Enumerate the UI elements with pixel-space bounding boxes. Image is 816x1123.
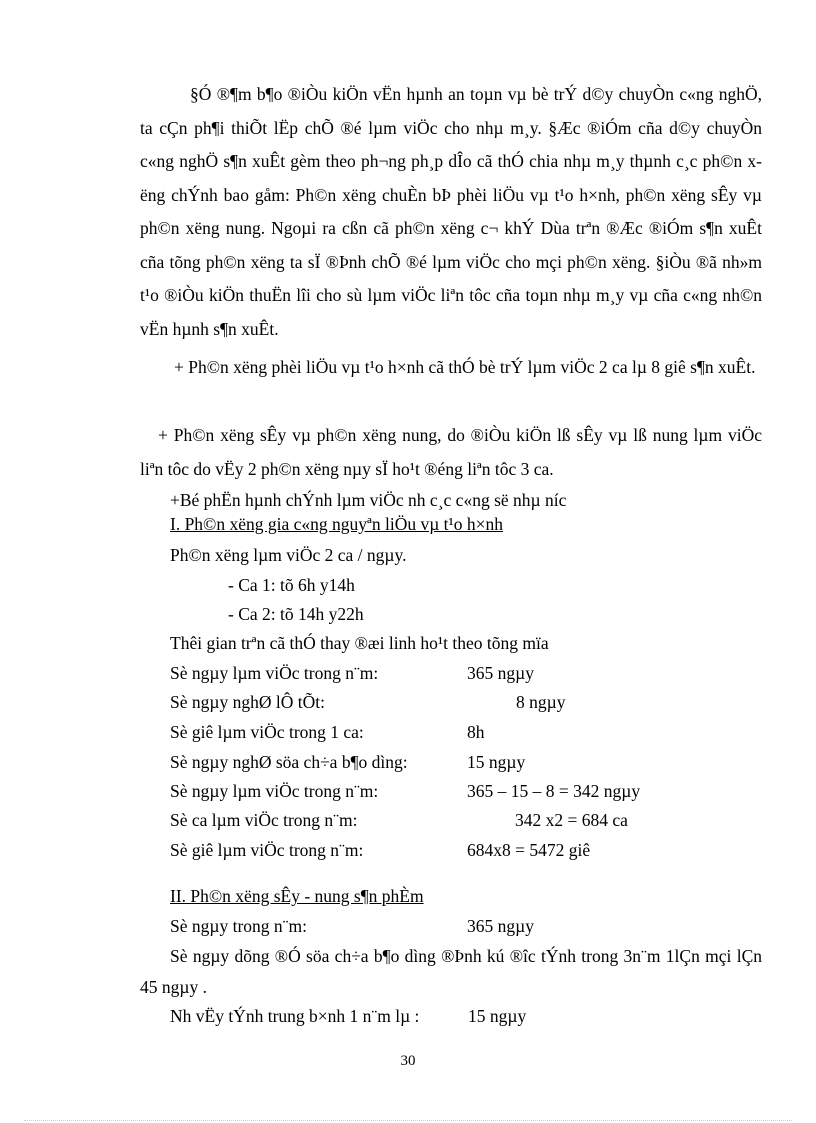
stat-row — [170, 840, 690, 870]
stat-label: Sè ngµy lµm viÖc trong n¨m: — [170, 663, 379, 683]
intro-paragraph-2: + Ph©n xëng phèi liÖu vµ t¹o h×nh cã thÓ bè trÝ lµm viÖc 2 ca lµ 8 giê s¶n xuÊt. — [174, 357, 756, 377]
stat-label: Sè ngµy nghØ söa ch÷a b¶o dìng: — [170, 752, 408, 772]
stat-value: 365 – 15 – 8 = 342 ngµy — [467, 781, 641, 801]
intro-paragraph-1: §Ó ®¶m b¶o ®iÒu kiÖn vËn hµnh an toµn vµ bè trÝ d©y chuyÒn c«ng nghÖ, ta cÇn ph¶i thiÕt lËp chÕ ®é lµm viÖc cho nhµ m¸y. §Æc ®iÓm cña d©y chuyÒn c«ng nghÖ s¶n xuÊt gèm theo ph¬ng ph¸p dÎo cã thÓ chia nhµ m¸y thµnh c¸c ph©n xëng chÝnh bao gåm: Ph©n xëng chuÈn bÞ phèi liÖu vµ t¹o h×nh, ph©n xëng sÊy vµ ph©n xëng nung. Ngoµi ra cßn cã ph©n xëng c¬ khÝ Dùa trªn ®Æc ®iÓm s¶n xuÊt cña tõng ph©n xëng ta sÏ ®Þnh chÕ ®é lµm viÖc cho mçi ph©n xëng. §iÒu ®ã nh»m t¹o ®iÒu kiÖn thuËn lîi cho sù lµm viÖc liªn tôc cña toµn nhµ m¸y vµ cña c«ng nh©n vËn hµnh s¶n xuÊt. — [140, 84, 762, 339]
stat-value: 8h — [467, 722, 485, 742]
stat-row — [170, 781, 690, 811]
stat-value: 365 ngµy — [467, 916, 534, 936]
summary-label: Nh vËy tÝnh trung b×nh 1 n¨m lµ : — [170, 1006, 420, 1026]
stat-value: 684x8 = 5472 giê — [467, 840, 591, 860]
stat-value: 342 x2 = 684 ca — [515, 810, 628, 830]
shift-line: Ph©n xëng lµm viÖc 2 ca / ngµy. — [170, 545, 407, 565]
stat-label: Sè ngµy lµm viÖc trong n¨m: — [170, 781, 379, 801]
footer-divider — [24, 1120, 792, 1121]
stat-value: 8 ngµy — [516, 692, 566, 712]
stat-label: Sè ca lµm viÖc trong n¨m: — [170, 810, 358, 830]
stat-label: Sè giê lµm viÖc trong 1 ca: — [170, 722, 364, 742]
stat-row — [170, 752, 690, 782]
intro-paragraph-3: + Ph©n xëng sÊy vµ ph©n xëng nung, do ®iÒu kiÖn lß sÊy vµ lß nung lµm viÖc liªn tôc do vËy 2 ph©n xëng nµy sÏ ho¹t ®éng liªn tôc 3 ca. — [140, 425, 762, 479]
summary-value: 15 ngµy — [468, 1006, 527, 1026]
intro-line-4: +Bé phËn hµnh chÝnh lµm viÖc nh c¸c c«ng së nhµ níc — [170, 490, 567, 510]
stat-row — [170, 722, 690, 752]
stat-label: Sè ngµy trong n¨m: — [170, 916, 307, 936]
page-number: 30 — [400, 1053, 416, 1069]
stat-row — [170, 810, 690, 840]
stat-label: Sè ngµy nghØ lÔ tÕt: — [170, 692, 325, 712]
stat-label: Sè giê lµm viÖc trong n¨m: — [170, 840, 364, 860]
shift-2: - Ca 2: tõ 14h y22h — [228, 604, 364, 624]
shift-1: - Ca 1: tõ 6h y14h — [228, 575, 355, 595]
stat-row — [170, 663, 690, 693]
section-1-heading: I. Ph©n xëng gia c«ng nguyªn liÖu vµ t¹o h×nh — [170, 514, 504, 534]
section-2-heading: II. Ph©n xëng sÊy - nung s¶n phÈm — [170, 886, 424, 906]
summary-row — [170, 1006, 690, 1036]
note-line: Thêi gian trªn cã thÓ thay ®æi linh ho¹t theo tõng mïa — [170, 633, 549, 653]
section-2-paragraph: Sè ngµy dõng ®Ó söa ch÷a b¶o dìng ®Þnh kú ®îc tÝnh trong 3n¨m 1lÇn mçi lÇn 45 ngµy . — [140, 946, 762, 997]
stat-row — [170, 692, 690, 722]
stat-value: 15 ngµy — [467, 752, 526, 772]
stat-value: 365 ngµy — [467, 663, 534, 683]
